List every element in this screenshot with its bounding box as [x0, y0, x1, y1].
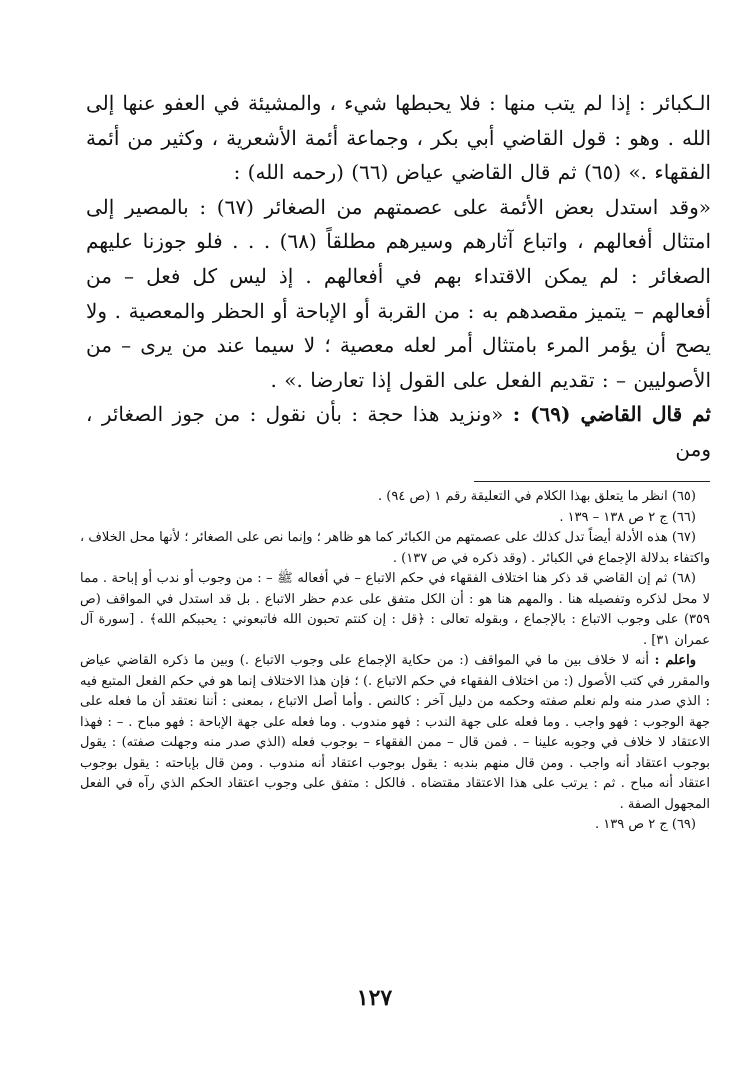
- main-paragraph-3: [86, 397, 711, 466]
- footnote-68-continuation: [80, 651, 710, 815]
- footnote-68: (٦٨) ثم إن القاضي قد ذكر هنا اختلاف الفقهاء في حكم الاتباع – في أفعاله ﷺ – : من وجوب أو ندب أو إباحة . مما لا محل لذكره وتفصيله هنا . والمهم هنا هو : أن الكل متفق على عدم حظر الاتباع . بل قد استدل في المواقف (ص ٣٥٩) على وجوب الاتباع : بالإجماع ، وبقوله تعالى : ﴿قل : إن كنتم تحبون الله فاتبعوني : يحببكم الله﴾ . [سورة آل عمران ٣١] .: [80, 571, 710, 648]
- footnote-69: (٦٩) ج ٢ ص ١٣٩ .: [595, 817, 696, 832]
- footnote-68-continuation-text: أنه لا خلاف بين ما في المواقف (: من حكاية الإجماع على وجوب الاتباع .) وبين ما ذكره القاضي عياض والمقرر في كتب الأصول (: من اختلاف الفقهاء في حكم الاتباع .) ؛ فإن هذا الاختلاف إنما هو في حكم الفعل المتبع فيه : الذي صدر منه ولم نعلم صفته وحكمه من دليل آخر : كالنص . وأما أصل الاتباع ، بمعنى : أننا نعتقد أن ما فعله على جهة الوجوب : فهو واجب . وما فعله على جهة الندب : فهو مندوب . وما فعله على جهة الإباحة : فهو مباح . – : فهذا الاعتقاد لا خلاف في وجوبه علينا – . فمن قال – ممن الفقهاء – بوجوب فعله (الذي صدر منه وجهلت صفته) : يقول بوجوب اعتقاد أنه واجب . ومن قال منهم بندبه : يقول بوجوب اعتقاد أنه مندوب . ومن قال بإباحته : يقول بوجوب اعتقاد أنه مباح . ثم : يرتب على هذا الاعتقاد مقتضاه . فالكل : متفق على وجوب اعتقاد الحكم الذي رآه في الفعل المجهول الصفة .: [80, 653, 710, 812]
- main-paragraph-3-text: «ونزيد هذا حجة : بأن نقول : من جوز الصغائر ، ومن: [86, 402, 711, 461]
- page-number: ١٢٧: [356, 985, 393, 1011]
- footnote-68-continuation-lead: واعلم :: [654, 653, 696, 668]
- footnote-66: (٦٦) ج ٢ ص ١٣٨ – ١٣٩ .: [559, 509, 696, 525]
- main-paragraph-3-lead: ثم قال القاضي (٦٩) :: [512, 402, 712, 427]
- main-paragraph-1: الـكبائر : إذا لم يتب منها : فلا يحبطها شيء ، والمشيئة في العفو عنها إلى الله . وهو : قول القاضي أبي بكر ، وجماعة أئمة الأشعرية ، وكثير من أئمة الفقهاء .» (٦٥) ثم قال القاضي عياض (٦٦) (رحمه الله) :: [86, 91, 711, 185]
- footnote-divider: [474, 481, 710, 482]
- footnote-67: (٦٧) هذه الأدلة أيضاً تدل كذلك على عصمتهم من الكبائر كما هو ظاهر ؛ وإنما نص على الصغائر ؛ لأنها محل الخلاف ، واكتفاء بدلالة الإجماع في الكبائر . (وقد ذكره في ص ١٣٧) .: [80, 530, 710, 566]
- footnotes: [80, 487, 710, 836]
- footnote-65: (٦٥) انظر ما يتعلق بهذا الكلام في التعليقة رقم ١ (ص ٩٤) .: [378, 489, 696, 504]
- main-paragraph-2: «وقد استدل بعض الأئمة على عصمتهم من الصغائر (٦٧) : بالمصير إلى امتثال أفعالهم ، واتباع آثارهم وسيرهم مطلقاً (٦٨) . . . فلو جوزنا عليهم الصغائر : لم يمكن الاقتداء بهم في أفعالهم . إذ ليس كل فعل – من أفعالهم – يتميز مقصدهم به : من القربة أو الإباحة أو الحظر والمعصية . ولا يصح أن يؤمر المرء بامتثال أمر لعله معصية ؛ لا سيما عند من يرى – من الأصوليين – : تقديم الفعل على القول إذا تعارضا .» .: [86, 194, 711, 392]
- main-text: [86, 86, 711, 467]
